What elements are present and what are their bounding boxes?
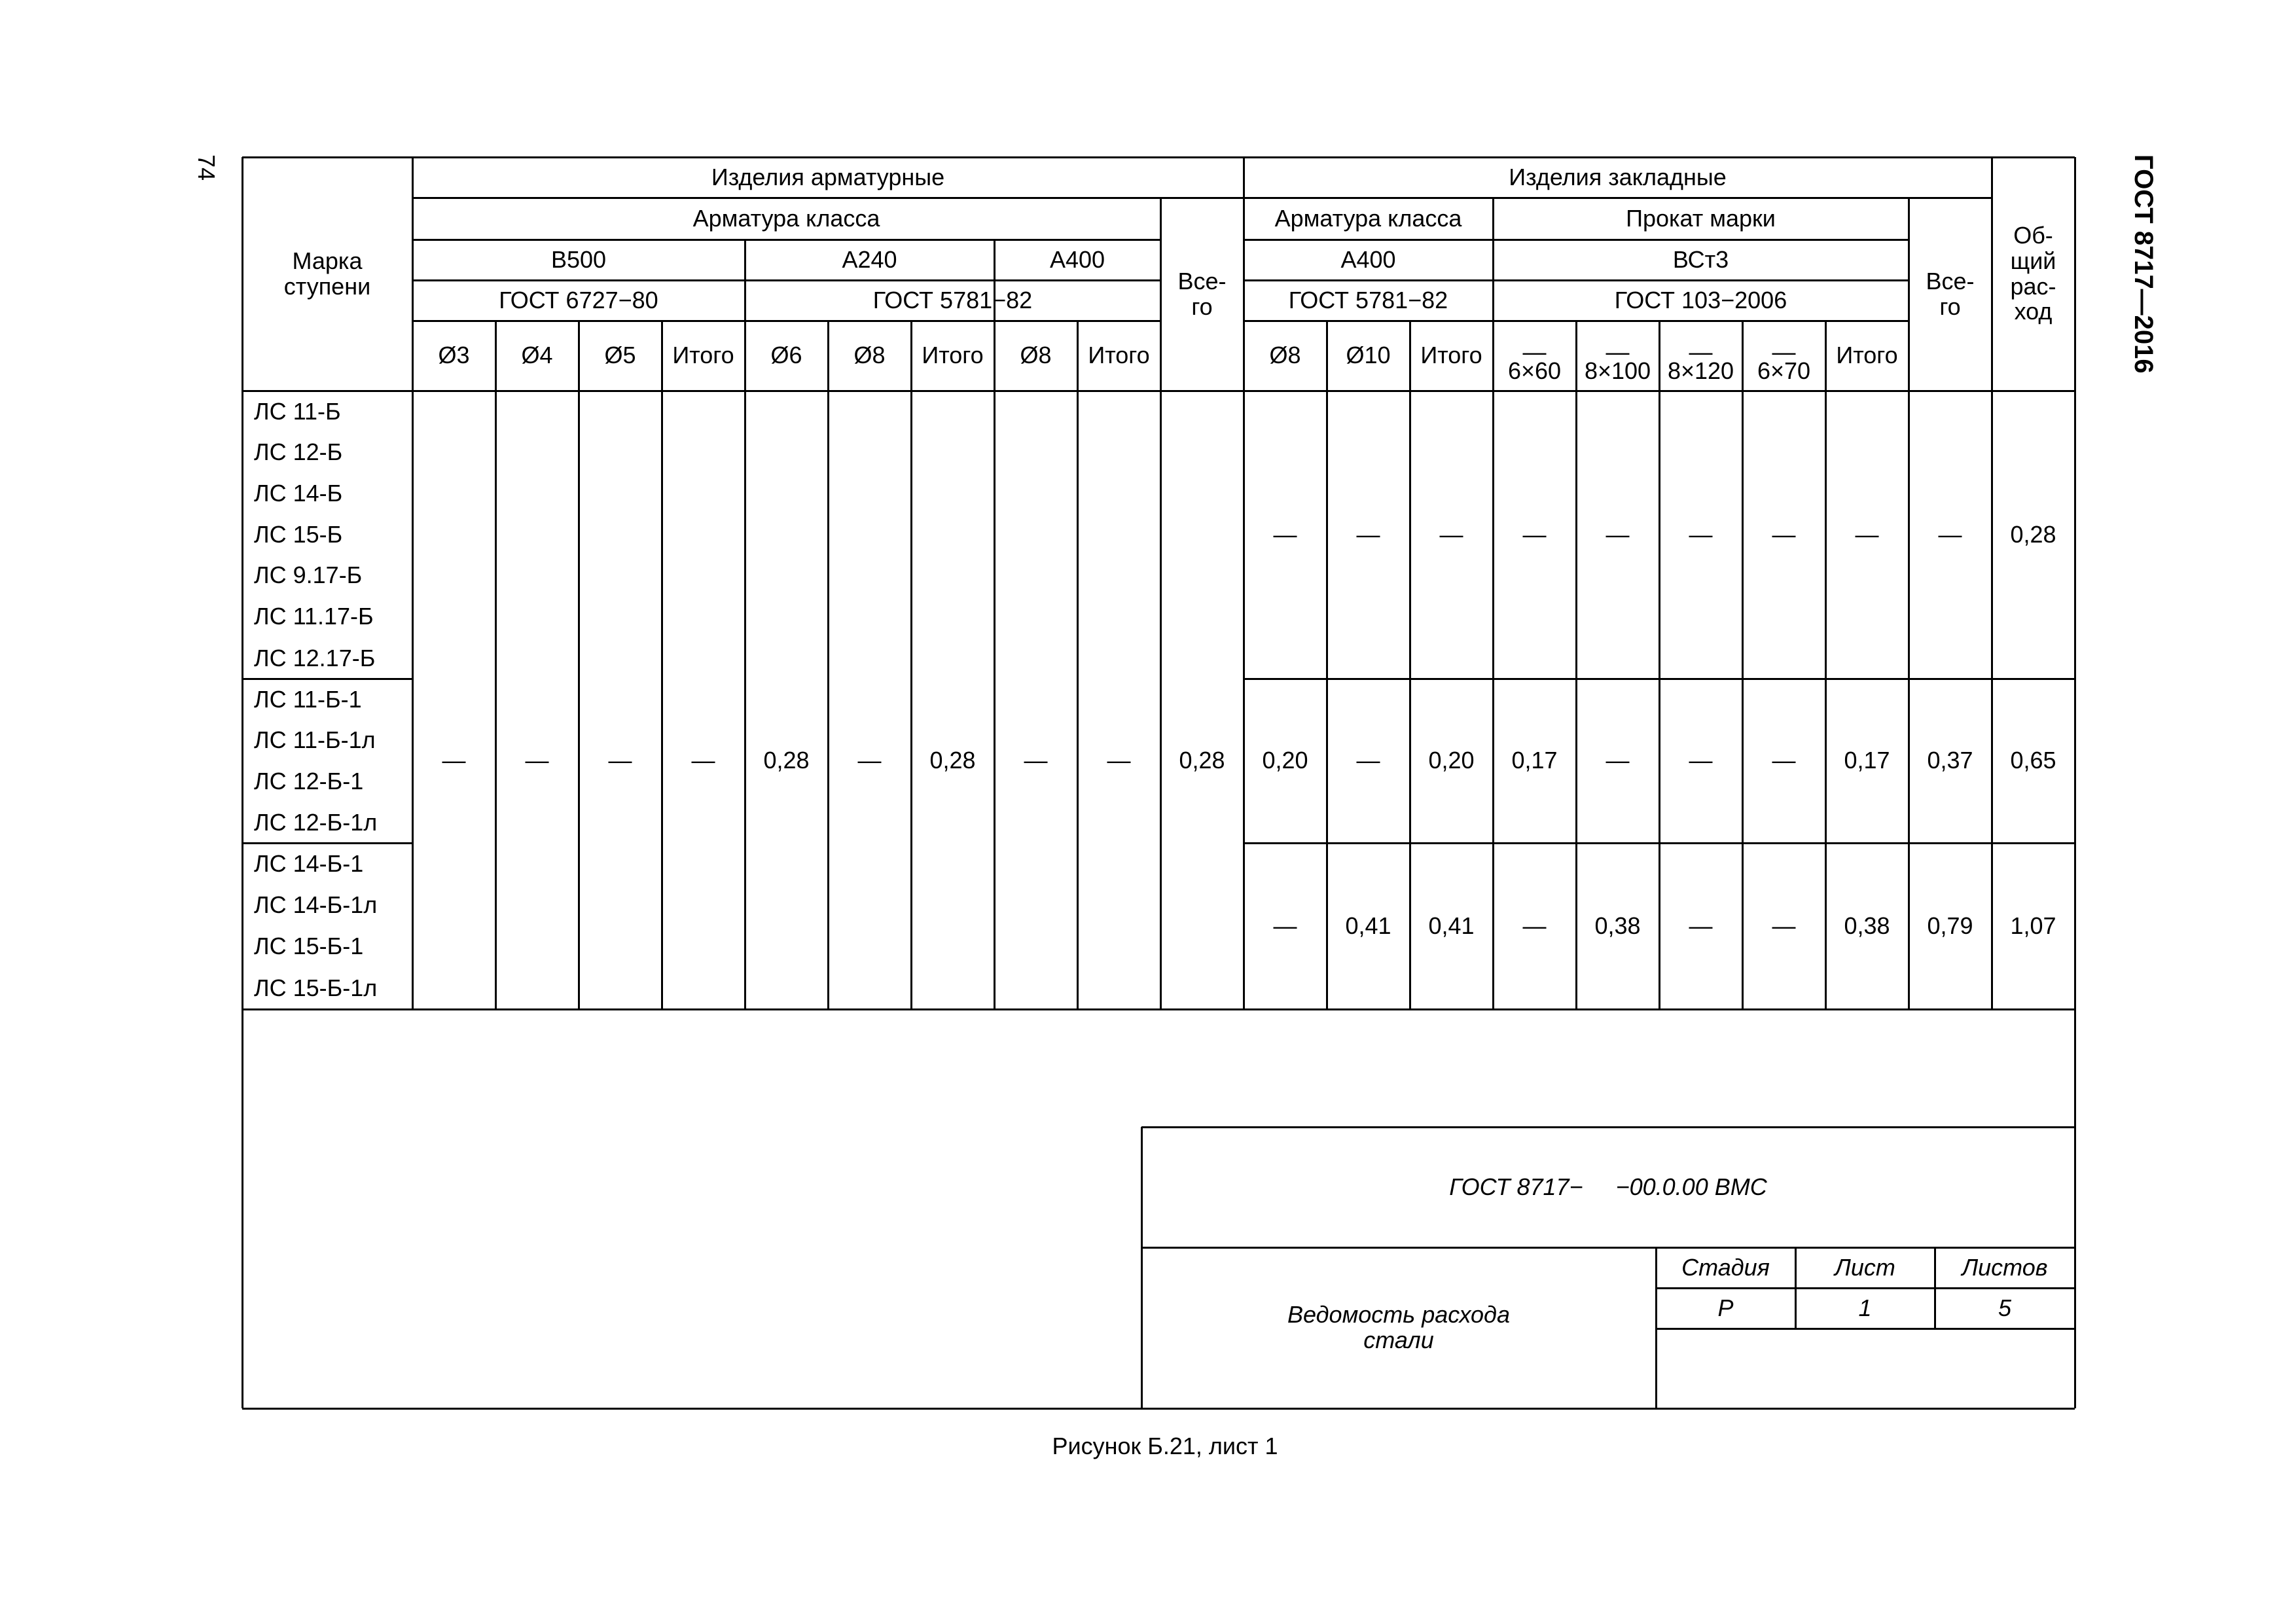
armatura-klassa-zakl-header: Арматура класса — [1274, 204, 1462, 232]
column-header — [1576, 321, 1659, 391]
section-dash: — — [1772, 338, 1796, 365]
group-value: 0,37 — [1927, 747, 1973, 774]
group-value: — — [1772, 912, 1796, 939]
stage-label: Стадия — [1681, 1253, 1770, 1281]
column-header: Ø5 — [604, 342, 636, 369]
group-value: — — [1772, 520, 1796, 548]
group-value: — — [1356, 747, 1380, 774]
class-a400-zakl: А400 — [1340, 245, 1396, 273]
group-value: 0,79 — [1927, 912, 1973, 939]
mark-name: ЛС 14-Б — [254, 480, 343, 507]
column-header: Ø8 — [1020, 342, 1052, 369]
group-value: 0,38 — [1594, 912, 1641, 939]
rule-line — [910, 321, 912, 1009]
group-value: — — [1689, 520, 1713, 548]
rule-line — [578, 321, 580, 1009]
group-value: 0,41 — [1428, 912, 1475, 939]
prokat-marki-header: Прокат марки — [1626, 204, 1776, 232]
mark-name: ЛС 11.17-Б — [254, 603, 374, 630]
sheet-label: Лист — [1835, 1253, 1895, 1281]
mark-name: ЛС 11-Б-1 — [254, 685, 362, 713]
mark-name: ЛС 11-Б — [254, 397, 341, 425]
mark-name: ЛС 12-Б-1л — [254, 809, 378, 836]
mark-name: ЛС 14-Б-1 — [254, 850, 364, 877]
sheets-value: 5 — [1998, 1294, 2012, 1321]
mark-name: ЛС 15-Б-1 — [254, 933, 364, 959]
sheet-value: 1 — [1858, 1294, 1872, 1321]
armatura-value: — — [857, 747, 882, 774]
column-header: Итого — [1420, 342, 1482, 369]
section-size: 6×70 — [1757, 357, 1811, 385]
group-value: 0,65 — [2010, 747, 2056, 774]
armatura-klassa-header: Арматура класса — [692, 204, 880, 232]
rule-line — [994, 321, 996, 1009]
armatura-value: 0,28 — [929, 747, 976, 774]
armatura-value: — — [608, 747, 632, 774]
rule-line — [242, 678, 412, 680]
section-dash: — — [1689, 338, 1713, 365]
group-value: 0,20 — [1262, 747, 1308, 774]
group-value: 1,07 — [2010, 912, 2056, 939]
armatura-value: — — [691, 747, 715, 774]
document-designation: ГОСТ 8717− −00.0.00 ВМС — [1449, 1173, 1767, 1200]
class-a240: А240 — [842, 245, 897, 273]
group-value: — — [1273, 912, 1297, 939]
gost-5781-zakl: ГОСТ 5781−82 — [1288, 286, 1448, 313]
group-value: — — [1522, 912, 1547, 939]
figure-caption: Рисунок Б.21, лист 1 — [1052, 1432, 1278, 1459]
mark-name: ЛС 12-Б-1 — [254, 768, 364, 794]
class-a400: А400 — [1049, 245, 1105, 273]
gost-5781: ГОСТ 5781−82 — [872, 286, 1033, 313]
document-name: Ведомость расхода стали — [1287, 1301, 1510, 1353]
stage-value: Р — [1717, 1294, 1734, 1321]
group-value: 0,28 — [2010, 520, 2056, 548]
group-value: — — [1273, 520, 1297, 548]
rule-line — [495, 321, 497, 1009]
group-value: 0,17 — [1511, 747, 1558, 774]
group-value: 0,38 — [1844, 912, 1890, 939]
column-header: Ø8 — [1269, 342, 1301, 369]
vsego-arm-header: Все- го — [1177, 267, 1227, 320]
rule-line — [1077, 321, 1079, 1009]
column-header: Итого — [922, 342, 984, 369]
column-header: Ø10 — [1346, 342, 1391, 369]
group-value: — — [1605, 747, 1630, 774]
column-header: Ø6 — [770, 342, 802, 369]
group-value: — — [1938, 520, 1962, 548]
rule-line — [827, 321, 829, 1009]
group-value: — — [1689, 912, 1713, 939]
group-value: — — [1356, 520, 1380, 548]
mark-name: ЛС 14-Б-1л — [254, 891, 378, 918]
column-header: Ø4 — [521, 342, 553, 369]
gost-103: ГОСТ 103−2006 — [1614, 286, 1787, 313]
gost-6727: ГОСТ 6727−80 — [499, 286, 658, 313]
mark-name: ЛС 9.17-Б — [254, 562, 363, 588]
group-value: — — [1772, 747, 1796, 774]
mark-name: ЛС 12.17-Б — [254, 644, 376, 671]
section-size: 8×100 — [1584, 357, 1651, 385]
section-size: 6×60 — [1507, 357, 1562, 385]
vsego-zakl-header: Все- го — [1926, 267, 1975, 320]
marka-header: Марка ступени — [283, 247, 371, 300]
column-header — [1742, 321, 1825, 391]
group-value: 0,20 — [1428, 747, 1475, 774]
zakladnye-header: Изделия закладные — [1509, 163, 1727, 190]
column-header: Ø3 — [438, 342, 470, 369]
section-dash: — — [1522, 338, 1547, 365]
grade-vst3: ВСт3 — [1672, 245, 1729, 273]
armatura-value: 0,28 — [763, 747, 810, 774]
armatura-value: — — [525, 747, 549, 774]
section-dash: — — [1605, 338, 1630, 365]
rule-line — [242, 842, 412, 844]
group-value: — — [1439, 520, 1463, 548]
group-value: — — [1522, 520, 1547, 548]
group-value: 0,41 — [1345, 912, 1391, 939]
column-header: Ø8 — [853, 342, 886, 369]
group-value: — — [1855, 520, 1879, 548]
armaturnye-header: Изделия арматурные — [711, 163, 945, 190]
rule-line — [661, 321, 663, 1009]
page-number: 74 — [193, 154, 220, 181]
column-header: Итого — [672, 342, 734, 369]
armatura-value: — — [1024, 747, 1048, 774]
mark-name: ЛС 12-Б — [254, 438, 343, 465]
sheets-label: Листов — [1962, 1253, 2048, 1281]
column-header: Итого — [1836, 342, 1898, 369]
armatura-value: — — [442, 747, 466, 774]
section-size: 8×120 — [1667, 357, 1734, 385]
mark-name: ЛС 15-Б-1л — [254, 974, 378, 1001]
armatura-value: — — [1107, 747, 1131, 774]
mark-name: ЛС 11-Б-1л — [254, 726, 376, 753]
column-header — [1493, 321, 1576, 391]
obshchiy-rashod-header: Об- щий рас- ход — [2010, 221, 2056, 325]
group-value: — — [1689, 747, 1713, 774]
column-header — [1659, 321, 1742, 391]
standard-designation: ГОСТ 8717—2016 — [2129, 154, 2158, 374]
mark-name: ЛС 15-Б — [254, 521, 343, 548]
class-b500: В500 — [550, 245, 607, 273]
group-value: 0,17 — [1844, 747, 1890, 774]
column-header: Итого — [1088, 342, 1150, 369]
group-value: — — [1605, 520, 1630, 548]
armatura-value: 0,28 — [1179, 747, 1225, 774]
